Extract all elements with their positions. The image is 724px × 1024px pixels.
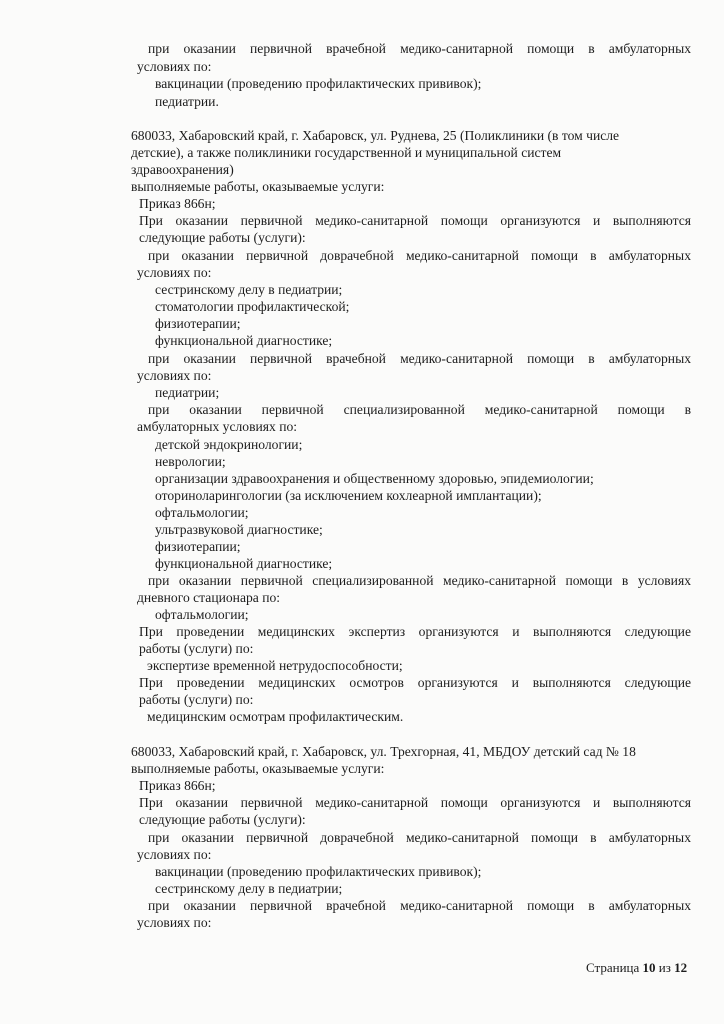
address-line: здравоохранения) [131,162,234,177]
text-line: работы (услуги) по: [139,692,254,707]
text-line: выполняемые работы, оказываемые услуги: [131,179,385,194]
address-line: 680033, Хабаровский край, г. Хабаровск, ул. Трехгорная, 41, МБДОУ детский сад № 18 [131,744,636,759]
text-line: при оказании первичной доврачебной медико-санитарной помощи в амбулаторных [148,248,691,263]
text-line: работы (услуги) по: [139,641,254,656]
footer-prefix: Страница [586,960,643,975]
text-line: экспертизе временной нетрудоспособности; [147,658,403,673]
text-line: условиях по: [137,59,212,74]
text-line: физиотерапии; [155,539,241,554]
text-line: При оказании первичной медико-санитарной помощи организуются и выполняются [139,795,691,810]
text-line: при оказании первичной врачебной медико-санитарной помощи в амбулаторных [148,898,691,913]
text-line: условиях по: [137,847,212,862]
text-line: следующие работы (услуги): [139,812,306,827]
text-line: неврологии; [155,454,226,469]
address-line: детские), а также поликлиники государственной и муниципальной систем [131,145,562,160]
text-line: офтальмологии; [155,607,249,622]
text-line: при оказании первичной врачебной медико-санитарной помощи в амбулаторных [148,41,691,56]
text-line: При проведении медицинских экспертиз организуются и выполняются следующие [139,624,691,639]
text-line: оториноларингологии (за исключением кохлеарной имплантации); [155,488,542,503]
text-line: стоматологии профилактической; [155,299,350,314]
text-line: офтальмологии; [155,505,249,520]
text-line: функциональной диагностике; [155,333,333,348]
text-line: Приказ 866н; [139,778,216,793]
text-line: условиях по: [137,915,212,930]
text-line: при оказании первичной доврачебной медико-санитарной помощи в амбулаторных [148,830,691,845]
footer-middle: из [655,960,675,975]
text-line: вакцинации (проведению профилактических прививок); [155,76,482,91]
text-line: сестринскому делу в педиатрии; [155,282,343,297]
text-line: выполняемые работы, оказываемые услуги: [131,761,385,776]
text-line: медицинским осмотрам профилактическим. [147,709,404,724]
text-line: педиатрии. [155,94,219,109]
text-line: следующие работы (услуги): [139,230,306,245]
text-line: организации здравоохранения и общественному здоровью, эпидемиологии; [155,471,594,486]
text-line: условиях по: [137,265,212,280]
text-line: условиях по: [137,368,212,383]
text-line: детской эндокринологии; [155,437,303,452]
text-line: амбулаторных условиях по: [137,419,298,434]
current-page-number: 10 [642,960,656,975]
total-pages-number: 12 [674,960,688,975]
text-line: При оказании первичной медико-санитарной помощи организуются и выполняются [139,213,691,228]
text-line: педиатрии; [155,385,220,400]
text-line: физиотерапии; [155,316,241,331]
text-line: при оказании первичной специализированной медико-санитарной помощи в [148,402,691,417]
text-line: при оказании первичной врачебной медико-санитарной помощи в амбулаторных [148,351,691,366]
text-line: Приказ 866н; [139,196,216,211]
address-line: 680033, Хабаровский край, г. Хабаровск, ул. Руднева, 25 (Поликлиники (в том числе [131,128,620,143]
text-line: функциональной диагностике; [155,556,333,571]
text-line: При проведении медицинских осмотров организуются и выполняются следующие [139,675,691,690]
page-number-footer [586,960,687,976]
text-line: дневного стационара по: [137,590,281,605]
text-line: сестринскому делу в педиатрии; [155,881,343,896]
text-line: при оказании первичной специализированной медико-санитарной помощи в условиях [148,573,691,588]
text-line: вакцинации (проведению профилактических прививок); [155,864,482,879]
text-line: ультразвуковой диагностике; [155,522,323,537]
